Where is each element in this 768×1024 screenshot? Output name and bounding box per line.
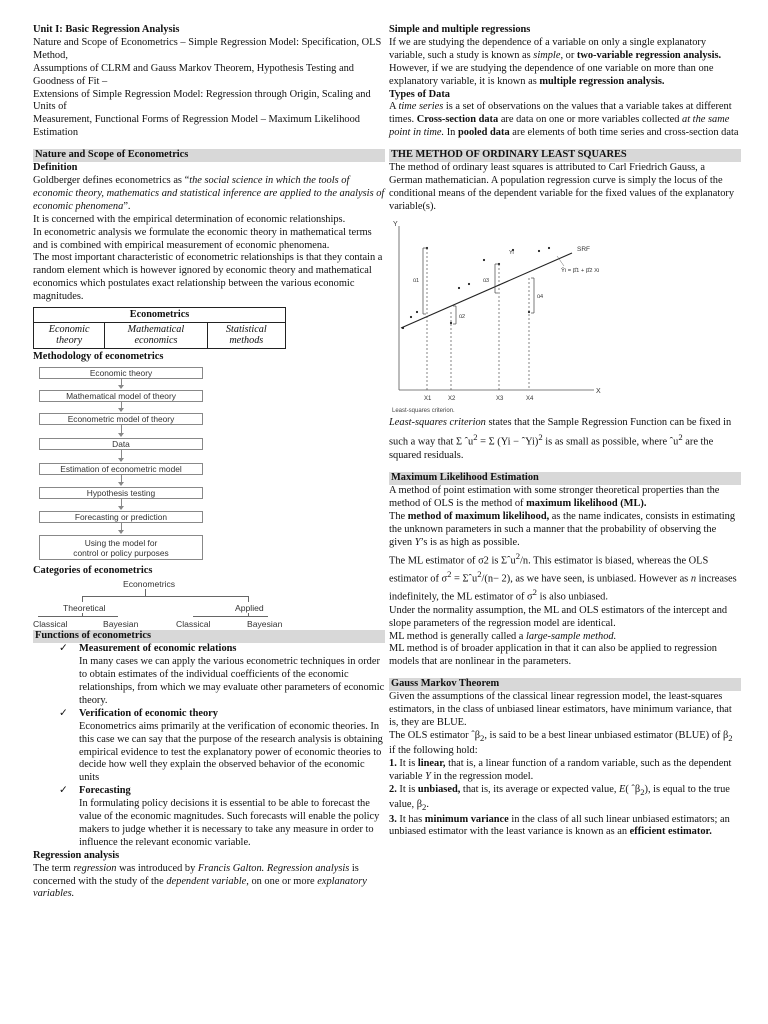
unit-line: Nature and Scope of Econometrics – Simple Regression Model: Specification, OLS Method, bbox=[33, 36, 382, 61]
definition-paragraph: In econometric analysis we formulate the economic theory in mathematical terms and is combined with empirical measurement of economic phenomena. bbox=[33, 226, 372, 251]
econometrics-table bbox=[33, 307, 286, 349]
mle-paragraph: ML method is generally called a large-sample method. bbox=[389, 630, 617, 642]
flow-box-line: control or policy purposes bbox=[73, 548, 169, 559]
section-heading-mle: Maximum Likelihood Estimation bbox=[389, 472, 741, 485]
section-heading-gauss: Gauss Markov Theorem bbox=[389, 678, 741, 691]
tree-node-applied: Applied bbox=[235, 603, 264, 614]
function-body: In formulating policy decisions it is essential to be able to forecast the value of the economic magnitudes. Such forecasts will enable the policy makers to judge whether it is necessary to take any measure in order to influence the relevant economic variable. bbox=[79, 798, 380, 848]
list-item bbox=[59, 785, 385, 798]
flow-box: Estimation of econometric model bbox=[39, 463, 203, 475]
table-cell: Mathematical economics bbox=[105, 322, 207, 348]
definition-heading: Definition bbox=[33, 162, 78, 174]
data-points bbox=[402, 247, 550, 329]
flow-box: Mathematical model of theory bbox=[39, 390, 203, 402]
ols-paragraph: The method of ordinary least squares is attributed to Carl Friedrich Gauss, a German mathematician. A population regression curve is simply the locus of the conditional means of the dependent variable for the fixed values of the explanatory variable(s). bbox=[389, 162, 735, 212]
data-point bbox=[458, 287, 460, 289]
residual-label: û3 bbox=[483, 277, 490, 284]
x-axis-label: X bbox=[596, 387, 601, 395]
checkmark-icon: ✓ bbox=[59, 643, 68, 655]
flow-box: Econometric model of theory bbox=[39, 413, 203, 425]
simple-paragraph: If we are studying the dependence of a variable on only a single explanatory variable, such a study is known as simple, or two-variable regression analysis. However, if we are studying the dependence of one variable on more than one explanatory variable, it is known as multiple regression analysis. bbox=[389, 36, 722, 87]
unit-title: Unit I: Basic Regression Analysis bbox=[33, 24, 180, 35]
y-axis-label: Y bbox=[393, 220, 398, 228]
mle-paragraph: ML method is of broader application in that it can also be applied to regression models that are nonlinear in the parameters. bbox=[389, 643, 717, 668]
flow-box: Economic theory bbox=[39, 367, 203, 379]
gauss-item-1: 1. It is linear, that is, a linear function of a random variable, such as the dependent variable Y in the regression model. bbox=[389, 757, 732, 782]
regression-paragraph: The term regression was introduced by Francis Galton. Regression analysis is concerned with the study of the dependent variable, on one or more explanatory variables. bbox=[33, 862, 367, 900]
checkmark-icon: ✓ bbox=[59, 707, 68, 719]
tree-node-theoretical: Theoretical bbox=[63, 603, 106, 614]
flow-box-final bbox=[39, 535, 203, 560]
data-point bbox=[468, 283, 470, 285]
section-heading-ols: THE METHOD OF ORDINARY LEAST SQUARES bbox=[389, 149, 741, 162]
data-point bbox=[402, 327, 404, 329]
x-tick-label: X2 bbox=[448, 395, 456, 402]
checkmark-icon: ✓ bbox=[59, 785, 68, 797]
gauss-item-2: 2. It is unbiased, that is, its average or expected value, E( ˆβ$_2$), is equal to the true value, $\beta_2$. bbox=[389, 783, 730, 812]
regression-equation: Ŷi = β̂1 + β̂2 Xi bbox=[561, 267, 600, 274]
tree-node-bayesian: Bayesian bbox=[247, 619, 283, 630]
gauss-paragraph: The OLS estimator ˆβ$_2$, is said to be a best linear unbiased estimator (BLUE) of $\beta_2$ if the following hold: bbox=[389, 729, 733, 756]
table-title: Econometrics bbox=[34, 308, 286, 323]
data-point bbox=[548, 247, 550, 249]
function-title: Measurement of economic relations bbox=[79, 643, 237, 655]
function-title: Forecasting bbox=[79, 785, 131, 797]
section-heading-nature: Nature and Scope of Econometrics bbox=[33, 149, 385, 162]
function-title: Verification of economic theory bbox=[79, 707, 218, 719]
gauss-paragraph: Given the assumptions of the classical linear regression model, the least-squares estimators, in the class of unbiased linear estimators, have minimum variance, that is, they are BLUE. bbox=[389, 691, 732, 728]
residual-label: û1 bbox=[413, 277, 420, 284]
residual-label: û2 bbox=[459, 313, 466, 320]
functions-list bbox=[33, 643, 385, 656]
flow-box: Hypothesis testing bbox=[39, 487, 203, 499]
types-paragraph: A time series is a set of observations on the values that a variable takes at different times. Cross-section data are data on one or more variables collected at the same point in time. In pooled data are elements of both time series and cross-section data bbox=[389, 101, 739, 139]
flow-box-line: Using the model for bbox=[84, 538, 158, 549]
left-column bbox=[33, 24, 385, 901]
x-tick-label: X4 bbox=[526, 395, 534, 402]
categories-heading: Categories of econometrics bbox=[33, 565, 153, 577]
unit-line: Assumptions of CLRM and Gauss Markov Theorem, Hypothesis Testing and Goodness of Fit – bbox=[33, 62, 354, 87]
types-heading: Types of Data bbox=[389, 88, 450, 100]
mle-paragraph: The method of maximum likelihood, as the name indicates, consists in estimating the unknown parameters in such a manner that the probability of observing the given Y’s is as high as possible. bbox=[389, 510, 736, 548]
data-point bbox=[450, 322, 452, 324]
mle-paragraph: Under the normality assumption, the ML and OLS estimators of the intercept and slope parameters of the regression model are identical. bbox=[389, 604, 728, 629]
unit-line: Extensions of Simple Regression Model: Regression through Origin, Scaling and Units of bbox=[33, 88, 371, 113]
function-body: Econometrics aims primarily at the verification of economic theories. In this case we can say that the purpose of the research analysis is obtaining empirical evidence to test the explanatory power of economic theories to decide how well they explain the observed behavior of the economic units bbox=[79, 720, 383, 784]
methodology-flowchart bbox=[39, 363, 219, 603]
gauss-item-3: 3. It has minimum variance in the class of all such linear unbiased estimators; an unbiased estimator with the least variance is known as an efficient estimator. bbox=[389, 813, 730, 838]
tree-node-bayesian: Bayesian bbox=[103, 619, 139, 630]
unit-line: Measurement, Functional Forms of Regression Model – Maximum Likelihood Estimation bbox=[33, 114, 360, 139]
functions-list bbox=[33, 785, 385, 798]
flow-box: Forecasting or prediction bbox=[39, 511, 203, 523]
list-item bbox=[59, 643, 385, 656]
x-tick-label: X3 bbox=[496, 395, 504, 402]
srf-label: SRF bbox=[577, 245, 590, 253]
categories-tree bbox=[33, 578, 333, 630]
mle-paragraph: The ML estimator of σ2 is Σˆu$^2$/n. This estimator is biased, whereas the OLS estimator of $\sigma^2$ = Σˆu$^2$/(n− 2), as we have seen, is unbiased. However as n increases indefinitely, the ML estimator of $\sigma^2$ is also unbiased. bbox=[389, 550, 737, 603]
definition-paragraph: The most important characteristic of econometric relationships is that they contain a random element which is however ignored by economic theory and mathematical economics which postulates exact relationship between the various economic magnitudes. bbox=[33, 252, 383, 303]
yi-label: Yi bbox=[509, 249, 514, 256]
residual-label: û4 bbox=[537, 293, 544, 300]
simple-multiple-heading: Simple and multiple regressions bbox=[389, 24, 531, 35]
flow-box: Data bbox=[39, 438, 203, 450]
least-squares-paragraph: Least-squares criterion states that the Sample Regression Function can be fixed in such a way that Σ ˆu$^2$ = Σ (Yi − ˆYi)$^2$ is as small as possible, where ˆu$^2$ are the squared residuals. bbox=[389, 416, 732, 462]
data-point bbox=[416, 311, 418, 313]
tree-node-classical: Classical bbox=[176, 619, 211, 630]
definition-paragraph: Goldberger defines econometrics as “the social science in which the tools of economic theory, mathematics and statistical inference are applied to the analysis of economic phenomena”. bbox=[33, 174, 385, 212]
srf-line bbox=[401, 253, 572, 328]
regression-heading: Regression analysis bbox=[33, 849, 120, 861]
residual-lines bbox=[427, 248, 529, 390]
data-point bbox=[410, 316, 412, 318]
least-squares-figure bbox=[389, 218, 629, 414]
section-heading-functions: Functions of econometrics bbox=[33, 630, 385, 643]
x-tick-label: X1 bbox=[424, 395, 432, 402]
functions-list bbox=[33, 708, 385, 721]
tree-node-classical: Classical bbox=[33, 619, 68, 630]
right-column bbox=[389, 24, 741, 839]
data-point bbox=[538, 250, 540, 252]
table-cell: Economic theory bbox=[34, 322, 105, 348]
tree-root: Econometrics bbox=[123, 579, 176, 590]
methodology-heading: Methodology of econometrics bbox=[33, 350, 164, 362]
table-cell: Statistical methods bbox=[207, 322, 285, 348]
mle-paragraph: A method of point estimation with some stronger theoretical properties than the method of OLS is the method of maximum likelihood (ML). bbox=[389, 485, 720, 509]
list-item bbox=[59, 707, 385, 721]
data-point bbox=[483, 259, 485, 261]
figure-caption: Least-squares criterion. bbox=[392, 407, 455, 414]
function-body: In many cases we can apply the various econometric techniques in order to obtain estimates of the individual coefficients of the economic relationships, from which we may evaluate other parameters of economic theory. bbox=[79, 656, 385, 706]
definition-paragraph: It is concerned with the empirical determination of economic relationships. bbox=[33, 213, 346, 225]
residual-brackets bbox=[423, 248, 534, 324]
